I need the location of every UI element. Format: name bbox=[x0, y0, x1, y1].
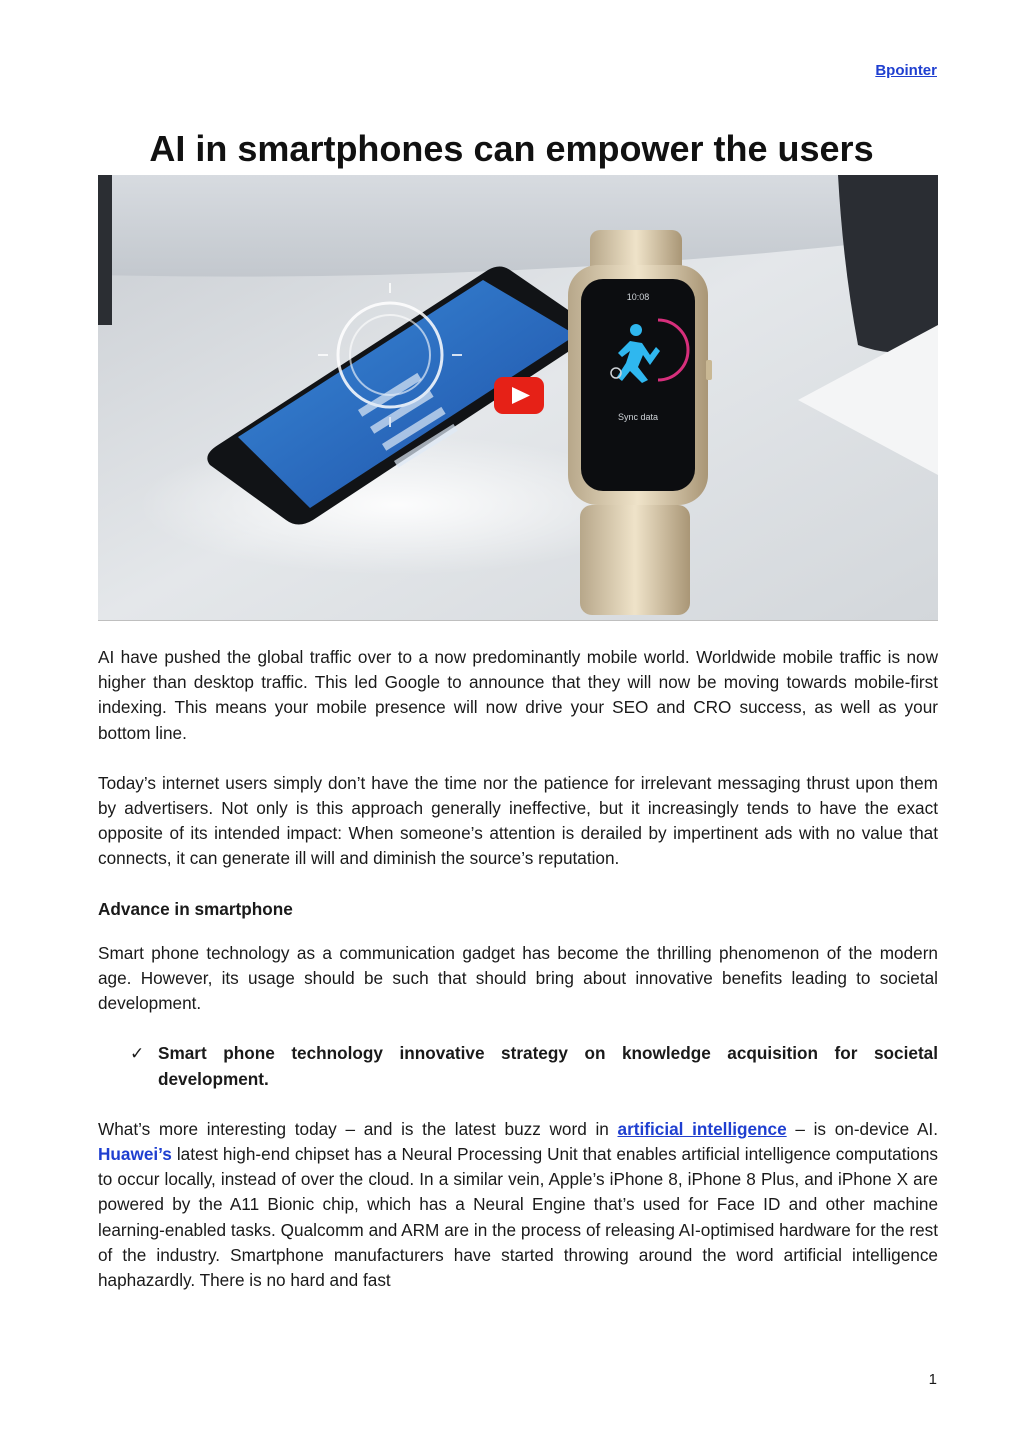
page-title: AI in smartphones can empower the users bbox=[149, 128, 874, 169]
artificial-intelligence-link[interactable]: artificial intelligence bbox=[617, 1118, 787, 1139]
p4-text-a: What’s more interesting today – and is the latest buzz word in bbox=[98, 1118, 618, 1139]
section-heading: Advance in smartphone bbox=[98, 898, 293, 919]
watch-time-text: 10:08 bbox=[626, 292, 650, 302]
hero-illustration bbox=[98, 175, 938, 620]
page-number: 1 bbox=[928, 1371, 937, 1388]
p4-text-c: latest high-end chipset has a Neural Processing Unit that enables artificial intelligence computations to occur locally, instead of over the cloud. In a similar vein, Apple’s iPhone 8, iPhone 8 Plus, and iPhone X are powered by the A11 Bionic chip, which has a Neural Engine that’s used for Face ID and other machine learning-enabled tasks. Qualcomm and ARM are in the process of releasing AI-optimised hardware for the rest of the industry. Smartphone manufacturers have started throwing around the word artificial intelligence haphazardly. There is no hard and fast bbox=[98, 1144, 938, 1291]
huawei-highlight: Huawei’s bbox=[98, 1144, 172, 1165]
check-icon: ✓ bbox=[130, 1044, 145, 1064]
header-site-link[interactable]: Bpointer bbox=[875, 62, 937, 79]
paragraph-internet-users: Today’s internet users simply don’t have the time nor the patience for irrelevant messaging thrust upon them by advertisers. Not only is this approach generally ineffective, but it increasingly tends to have the exact opposite of its intended impact: When someone’s attention is derailed by impertinent ads with no value that connects, it can generate ill will and diminish the source’s reputation. bbox=[98, 772, 938, 869]
paragraph-smartphone-tech: Smart phone technology as a communication gadget has become the thrilling phenomenon of the modern age. However, its usage should be such that should bring about innovative benefits leading to societal development. bbox=[98, 942, 938, 1014]
bullet-text: Smart phone technology innovative strategy on knowledge acquisition for societal development. bbox=[158, 1043, 938, 1089]
paragraph-mobile-traffic: AI have pushed the global traffic over to a now predominantly mobile world. Worldwide mobile traffic is now higher than desktop traffic. This led Google to announce that they will now be moving towards mobile-first indexing. This means your mobile presence will now drive your SEO and CRO success, as well as your bottom line. bbox=[98, 647, 938, 743]
watch-sync-text: Sync data bbox=[617, 412, 659, 422]
paragraph-on-device-ai bbox=[98, 1117, 938, 1293]
play-button-icon[interactable] bbox=[494, 377, 544, 414]
p4-text-b: – is on-device AI. bbox=[786, 1118, 938, 1139]
article-body bbox=[98, 645, 938, 1293]
bullet-item bbox=[98, 1041, 938, 1091]
hero-video-thumbnail[interactable] bbox=[98, 175, 938, 621]
